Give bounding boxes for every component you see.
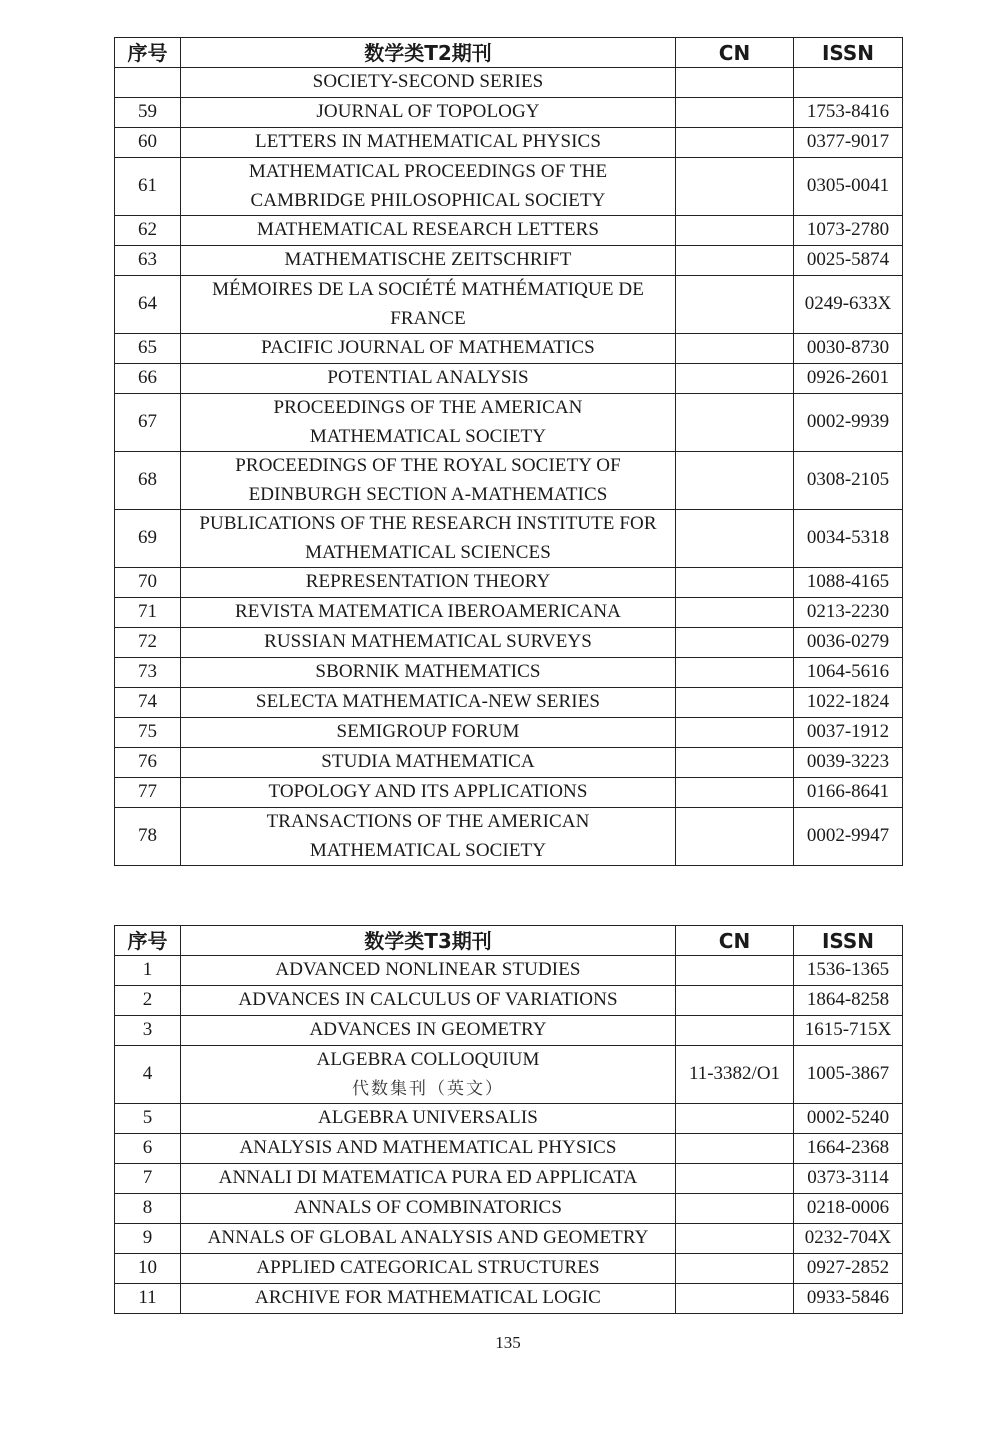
cell-cn: [676, 158, 794, 216]
cell-issn: [794, 68, 903, 98]
table-body: [115, 68, 903, 866]
cell-no: 59: [115, 98, 181, 128]
title-line: SBORNIK MATHEMATICS: [315, 661, 541, 683]
cell-cn: [676, 1104, 794, 1134]
cell-title: [181, 1104, 676, 1134]
cell-issn: 0002-9947: [794, 808, 903, 866]
table-row: [115, 68, 903, 98]
cell-issn: 0030-8730: [794, 334, 903, 364]
table-row: [115, 510, 903, 568]
cell-no: 73: [115, 658, 181, 688]
cell-title: [181, 748, 676, 778]
cell-title: [181, 364, 676, 394]
cell-title: [181, 334, 676, 364]
title-line: ANNALI DI MATEMATICA PURA ED APPLICATA: [218, 1167, 638, 1189]
cell-no: 10: [115, 1254, 181, 1284]
cell-no: 72: [115, 628, 181, 658]
cell-issn: 0232-704X: [794, 1224, 903, 1254]
cell-title: [181, 628, 676, 658]
table-row: [115, 216, 903, 246]
title-line: SEMIGROUP FORUM: [336, 721, 520, 743]
title-line: REPRESENTATION THEORY: [305, 571, 551, 593]
table-body: [115, 956, 903, 1314]
cell-no: 76: [115, 748, 181, 778]
cell-issn: 0039-3223: [794, 748, 903, 778]
cell-cn: [676, 688, 794, 718]
cell-title: [181, 778, 676, 808]
cell-issn: 1064-5616: [794, 658, 903, 688]
cell-no: 62: [115, 216, 181, 246]
cell-cn: [676, 216, 794, 246]
title-line: PROCEEDINGS OF THE AMERICAN: [273, 397, 583, 418]
header-cn: CN: [676, 38, 794, 68]
cell-cn: [676, 364, 794, 394]
cell-issn: 0933-5846: [794, 1284, 903, 1314]
cell-cn: [676, 748, 794, 778]
cell-title: [181, 1284, 676, 1314]
cell-issn: 1005-3867: [794, 1046, 903, 1104]
cell-title: [181, 718, 676, 748]
cell-issn: 0037-1912: [794, 718, 903, 748]
cell-no: 61: [115, 158, 181, 216]
cell-issn: 0927-2852: [794, 1254, 903, 1284]
cell-title: [181, 1164, 676, 1194]
cell-no: 9: [115, 1224, 181, 1254]
title-line: APPLIED CATEGORICAL STRUCTURES: [256, 1257, 600, 1279]
table-row: [115, 956, 903, 986]
table-header-row: [115, 38, 903, 68]
cell-issn: 1864-8258: [794, 986, 903, 1016]
cell-no: 71: [115, 598, 181, 628]
title-line: MATHEMATICAL SCIENCES: [305, 541, 551, 563]
title-line: PACIFIC JOURNAL OF MATHEMATICS: [261, 337, 595, 359]
cell-issn: 0373-3114: [794, 1164, 903, 1194]
cell-issn: 1615-715X: [794, 1016, 903, 1046]
title-line: MATHEMATICAL PROCEEDINGS OF THE: [248, 161, 608, 182]
title-line: ANNALS OF COMBINATORICS: [294, 1197, 562, 1219]
title-line: FRANCE: [390, 307, 466, 329]
table-row: [115, 128, 903, 158]
cell-cn: [676, 986, 794, 1016]
table-header-row: [115, 926, 903, 956]
cell-no: [115, 68, 181, 98]
title-line: EDINBURGH SECTION A-MATHEMATICS: [248, 483, 608, 505]
cell-title: [181, 1254, 676, 1284]
cell-no: 2: [115, 986, 181, 1016]
cell-cn: [676, 98, 794, 128]
title-line: ANALYSIS AND MATHEMATICAL PHYSICS: [239, 1137, 617, 1159]
cell-cn: [676, 394, 794, 452]
title-chinese: 代数集刊（英文）: [352, 1078, 504, 1099]
cell-issn: 1088-4165: [794, 568, 903, 598]
cell-no: 68: [115, 452, 181, 510]
table-row: [115, 394, 903, 452]
cell-issn: 0305-0041: [794, 158, 903, 216]
table-row: [115, 98, 903, 128]
cell-cn: [676, 510, 794, 568]
table-row: [115, 628, 903, 658]
table-row: [115, 158, 903, 216]
table-row: [115, 778, 903, 808]
cell-no: 65: [115, 334, 181, 364]
cell-issn: 1664-2368: [794, 1134, 903, 1164]
header-no: 序号: [115, 926, 181, 956]
title-line: ARCHIVE FOR MATHEMATICAL LOGIC: [255, 1287, 601, 1309]
cell-cn: [676, 128, 794, 158]
table-row: [115, 658, 903, 688]
cell-title: [181, 598, 676, 628]
table-row: [115, 1164, 903, 1194]
table-row: [115, 1046, 903, 1104]
title-line: ADVANCED NONLINEAR STUDIES: [275, 959, 581, 981]
cell-no: 75: [115, 718, 181, 748]
cell-title: [181, 1016, 676, 1046]
cell-issn: 1022-1824: [794, 688, 903, 718]
cell-cn: [676, 808, 794, 866]
cell-cn: [676, 956, 794, 986]
header-issn: ISSN: [794, 926, 903, 956]
cell-no: 70: [115, 568, 181, 598]
cell-issn: 0308-2105: [794, 452, 903, 510]
cell-no: 74: [115, 688, 181, 718]
title-line: RUSSIAN MATHEMATICAL SURVEYS: [264, 631, 592, 653]
cell-no: 7: [115, 1164, 181, 1194]
cell-title: [181, 246, 676, 276]
cell-issn: 0218-0006: [794, 1194, 903, 1224]
cell-issn: 0926-2601: [794, 364, 903, 394]
table-row: [115, 986, 903, 1016]
cell-issn: 1073-2780: [794, 216, 903, 246]
header-issn: ISSN: [794, 38, 903, 68]
cell-title: [181, 986, 676, 1016]
cell-issn: 1753-8416: [794, 98, 903, 128]
title-line: TOPOLOGY AND ITS APPLICATIONS: [268, 781, 588, 803]
table-row: [115, 808, 903, 866]
title-line: JOURNAL OF TOPOLOGY: [316, 101, 540, 123]
cell-title: [181, 394, 676, 452]
cell-issn: 0002-9939: [794, 394, 903, 452]
cell-cn: [676, 334, 794, 364]
header-title: 数学类T3期刊: [181, 926, 676, 956]
table-row: [115, 1254, 903, 1284]
cell-title: [181, 98, 676, 128]
title-line: MATHEMATICAL SOCIETY: [309, 839, 547, 861]
cell-cn: [676, 246, 794, 276]
journal-table-t2: [114, 37, 903, 866]
title-line: MATHEMATICAL RESEARCH LETTERS: [256, 219, 600, 241]
cell-issn: 0036-0279: [794, 628, 903, 658]
cell-title: [181, 1046, 676, 1104]
cell-no: 8: [115, 1194, 181, 1224]
cell-no: 64: [115, 276, 181, 334]
table-row: [115, 1284, 903, 1314]
header-cn: CN: [676, 926, 794, 956]
title-line: ADVANCES IN GEOMETRY: [309, 1019, 547, 1041]
cell-cn: [676, 1134, 794, 1164]
cell-cn: 11-3382/O1: [676, 1046, 794, 1104]
cell-title: [181, 1134, 676, 1164]
header-title: 数学类T2期刊: [181, 38, 676, 68]
table-row: [115, 1016, 903, 1046]
cell-title: [181, 128, 676, 158]
cell-issn: 1536-1365: [794, 956, 903, 986]
title-line: CAMBRIDGE PHILOSOPHICAL SOCIETY: [250, 189, 606, 211]
cell-title: [181, 1224, 676, 1254]
title-line: REVISTA MATEMATICA IBEROAMERICANA: [234, 601, 622, 623]
cell-title: [181, 216, 676, 246]
cell-cn: [676, 718, 794, 748]
cell-no: 3: [115, 1016, 181, 1046]
cell-title: [181, 276, 676, 334]
cell-issn: 0377-9017: [794, 128, 903, 158]
cell-no: 4: [115, 1046, 181, 1104]
table-row: [115, 718, 903, 748]
cell-cn: [676, 452, 794, 510]
title-line: ALGEBRA UNIVERSALIS: [318, 1107, 538, 1129]
cell-title: [181, 658, 676, 688]
cell-title: [181, 1194, 676, 1224]
cell-no: 63: [115, 246, 181, 276]
title-line: PROCEEDINGS OF THE ROYAL SOCIETY OF: [235, 455, 621, 476]
cell-cn: [676, 778, 794, 808]
title-line: ANNALS OF GLOBAL ANALYSIS AND GEOMETRY: [207, 1227, 649, 1249]
table-row: [115, 748, 903, 778]
cell-cn: [676, 68, 794, 98]
title-line: LETTERS IN MATHEMATICAL PHYSICS: [255, 131, 601, 153]
title-line: TRANSACTIONS OF THE AMERICAN: [266, 811, 590, 832]
cell-cn: [676, 1284, 794, 1314]
cell-issn: 0249-633X: [794, 276, 903, 334]
journal-table-t3: [114, 925, 903, 1314]
header-no: 序号: [115, 38, 181, 68]
cell-cn: [676, 568, 794, 598]
title-line: ALGEBRA COLLOQUIUM: [316, 1049, 540, 1070]
table-row: [115, 246, 903, 276]
cell-cn: [676, 598, 794, 628]
cell-no: 60: [115, 128, 181, 158]
cell-no: 77: [115, 778, 181, 808]
cell-cn: [676, 658, 794, 688]
cell-issn: 0213-2230: [794, 598, 903, 628]
cell-title: [181, 956, 676, 986]
cell-issn: 0166-8641: [794, 778, 903, 808]
cell-no: 6: [115, 1134, 181, 1164]
title-line: POTENTIAL ANALYSIS: [327, 367, 529, 389]
table-row: [115, 1134, 903, 1164]
cell-cn: [676, 1016, 794, 1046]
cell-title: [181, 808, 676, 866]
table-row: [115, 598, 903, 628]
cell-cn: [676, 1254, 794, 1284]
cell-cn: [676, 1164, 794, 1194]
cell-cn: [676, 628, 794, 658]
cell-issn: 0034-5318: [794, 510, 903, 568]
title-line: SOCIETY-SECOND SERIES: [312, 71, 544, 93]
table-row: [115, 688, 903, 718]
cell-no: 66: [115, 364, 181, 394]
cell-cn: [676, 1194, 794, 1224]
cell-title: [181, 158, 676, 216]
title-line: MÉMOIRES DE LA SOCIÉTÉ MATHÉMATIQUE DE: [212, 279, 644, 300]
cell-issn: 0025-5874: [794, 246, 903, 276]
title-line: STUDIA MATHEMATICA: [321, 751, 535, 773]
table-row: [115, 1194, 903, 1224]
table-row: [115, 568, 903, 598]
cell-no: 11: [115, 1284, 181, 1314]
title-line: PUBLICATIONS OF THE RESEARCH INSTITUTE FOR: [199, 513, 657, 534]
cell-title: [181, 510, 676, 568]
page-number: 135: [495, 1333, 521, 1352]
cell-no: 1: [115, 956, 181, 986]
table-row: [115, 334, 903, 364]
table-row: [115, 1224, 903, 1254]
table-row: [115, 452, 903, 510]
cell-cn: [676, 1224, 794, 1254]
table-row: [115, 364, 903, 394]
cell-no: 69: [115, 510, 181, 568]
cell-cn: [676, 276, 794, 334]
table-row: [115, 1104, 903, 1134]
title-line: SELECTA MATHEMATICA-NEW SERIES: [255, 691, 601, 713]
table-row: [115, 276, 903, 334]
title-line: MATHEMATISCHE ZEITSCHRIFT: [284, 249, 572, 271]
cell-title: [181, 68, 676, 98]
cell-issn: 0002-5240: [794, 1104, 903, 1134]
title-line: MATHEMATICAL SOCIETY: [309, 425, 547, 447]
cell-no: 5: [115, 1104, 181, 1134]
cell-no: 67: [115, 394, 181, 452]
cell-title: [181, 452, 676, 510]
title-line: ADVANCES IN CALCULUS OF VARIATIONS: [238, 989, 618, 1011]
cell-no: 78: [115, 808, 181, 866]
cell-title: [181, 568, 676, 598]
cell-title: [181, 688, 676, 718]
